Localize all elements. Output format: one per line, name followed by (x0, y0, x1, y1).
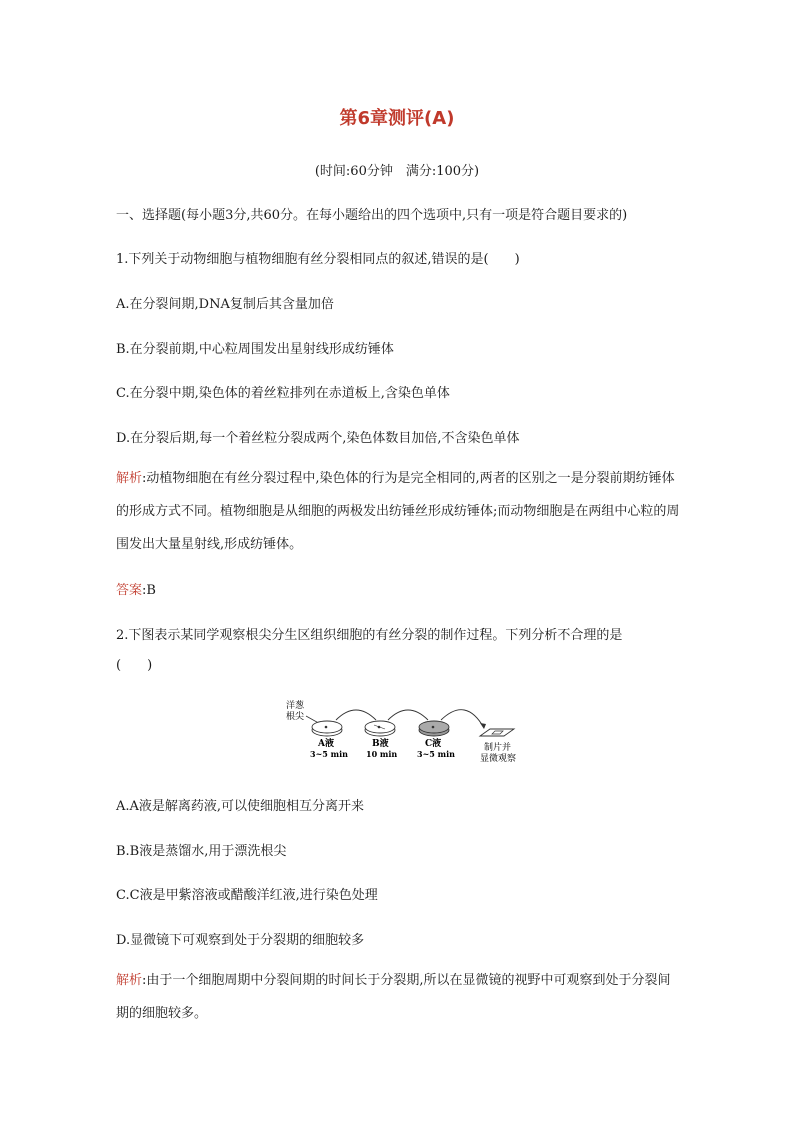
dish-b-name: B液 (372, 739, 389, 749)
question-1-option-a: A.在分裂间期,DNA复制后其含量加倍 (116, 297, 334, 312)
slide-label-2: 显微观察 (480, 754, 517, 764)
question-1-option-d: D.在分裂后期,每一个着丝粒分裂成两个,染色体数目加倍,不含染色单体 (116, 431, 520, 446)
dish-a-name: A液 (318, 739, 334, 749)
dish-c-icon (419, 721, 449, 736)
question-2-option-a: A.A液是解离药液,可以使细胞相互分离开来 (116, 799, 365, 814)
onion-label-2: 根尖 (286, 712, 305, 722)
dish-b-icon (365, 721, 395, 736)
dish-c-name: C液 (425, 739, 442, 749)
question-1-option-c: C.在分裂中期,染色体的着丝粒排列在赤道板上,含染色单体 (116, 386, 450, 401)
question-1-analysis (116, 462, 682, 561)
section-heading: 一、选择题(每小题3分,共60分。在每小题给出的四个选项中,只有一项是符合题目要求的) (116, 208, 628, 223)
question-1-option-b: B.在分裂前期,中心粒周围发出星射线形成纺锤体 (116, 342, 394, 357)
question-2-stem-bracket: ( ) (116, 658, 153, 673)
answer-text: :B (142, 583, 156, 598)
arrow-arc-1 (336, 710, 376, 720)
question-1-answer (116, 579, 156, 598)
question-1-stem: 1.下列关于动物细胞与植物细胞有丝分裂相同点的叙述,错误的是( ) (116, 252, 520, 267)
dish-c-time: 3~5 min (417, 749, 455, 759)
arrow-head-icon (480, 723, 486, 729)
question-2-option-d: D.显微镜下可观察到处于分裂期的细胞较多 (116, 933, 365, 948)
procedure-figure (284, 698, 524, 770)
page-title: 第6章测评(A) (339, 108, 455, 129)
slide-icon (480, 729, 514, 736)
slide-label-1: 制片并 (484, 743, 512, 753)
dish-a-icon (312, 721, 342, 736)
question-2-option-c: C.C液是甲紫溶液或醋酸洋红液,进行染色处理 (116, 888, 378, 903)
dish-b-time: 10 min (366, 749, 398, 759)
question-2-analysis (116, 964, 682, 1030)
dish-a-time: 3~5 min (310, 749, 348, 759)
arrow-arc-2 (388, 710, 428, 720)
onion-label-1: 洋葱 (286, 701, 305, 711)
analysis-label: 解析 (116, 471, 143, 486)
question-2-option-b: B.B液是蒸馏水,用于漂洗根尖 (116, 844, 287, 859)
exam-meta: (时间:60分钟 满分:100分) (314, 164, 480, 179)
answer-label: 答案 (116, 583, 143, 598)
analysis-text: :动植物细胞在有丝分裂过程中,染色体的行为是完全相同的,两者的区别之一是分裂前期纺锤体的形成方式不同。植物细胞是从细胞的两极发出纺锤丝形成纺锤体;而动物细胞是在两组中心粒的周围发出大量星射线,形成纺锤体。 (116, 471, 680, 552)
analysis-text: :由于一个细胞周期中分裂间期的时间长于分裂期,所以在显微镜的视野中可观察到处于分裂间期的细胞较多。 (116, 973, 671, 1021)
analysis-label: 解析 (116, 973, 143, 988)
question-2-stem: 2.下图表示某同学观察根尖分生区组织细胞的有丝分裂的制作过程。下列分析不合理的是 (116, 628, 623, 643)
